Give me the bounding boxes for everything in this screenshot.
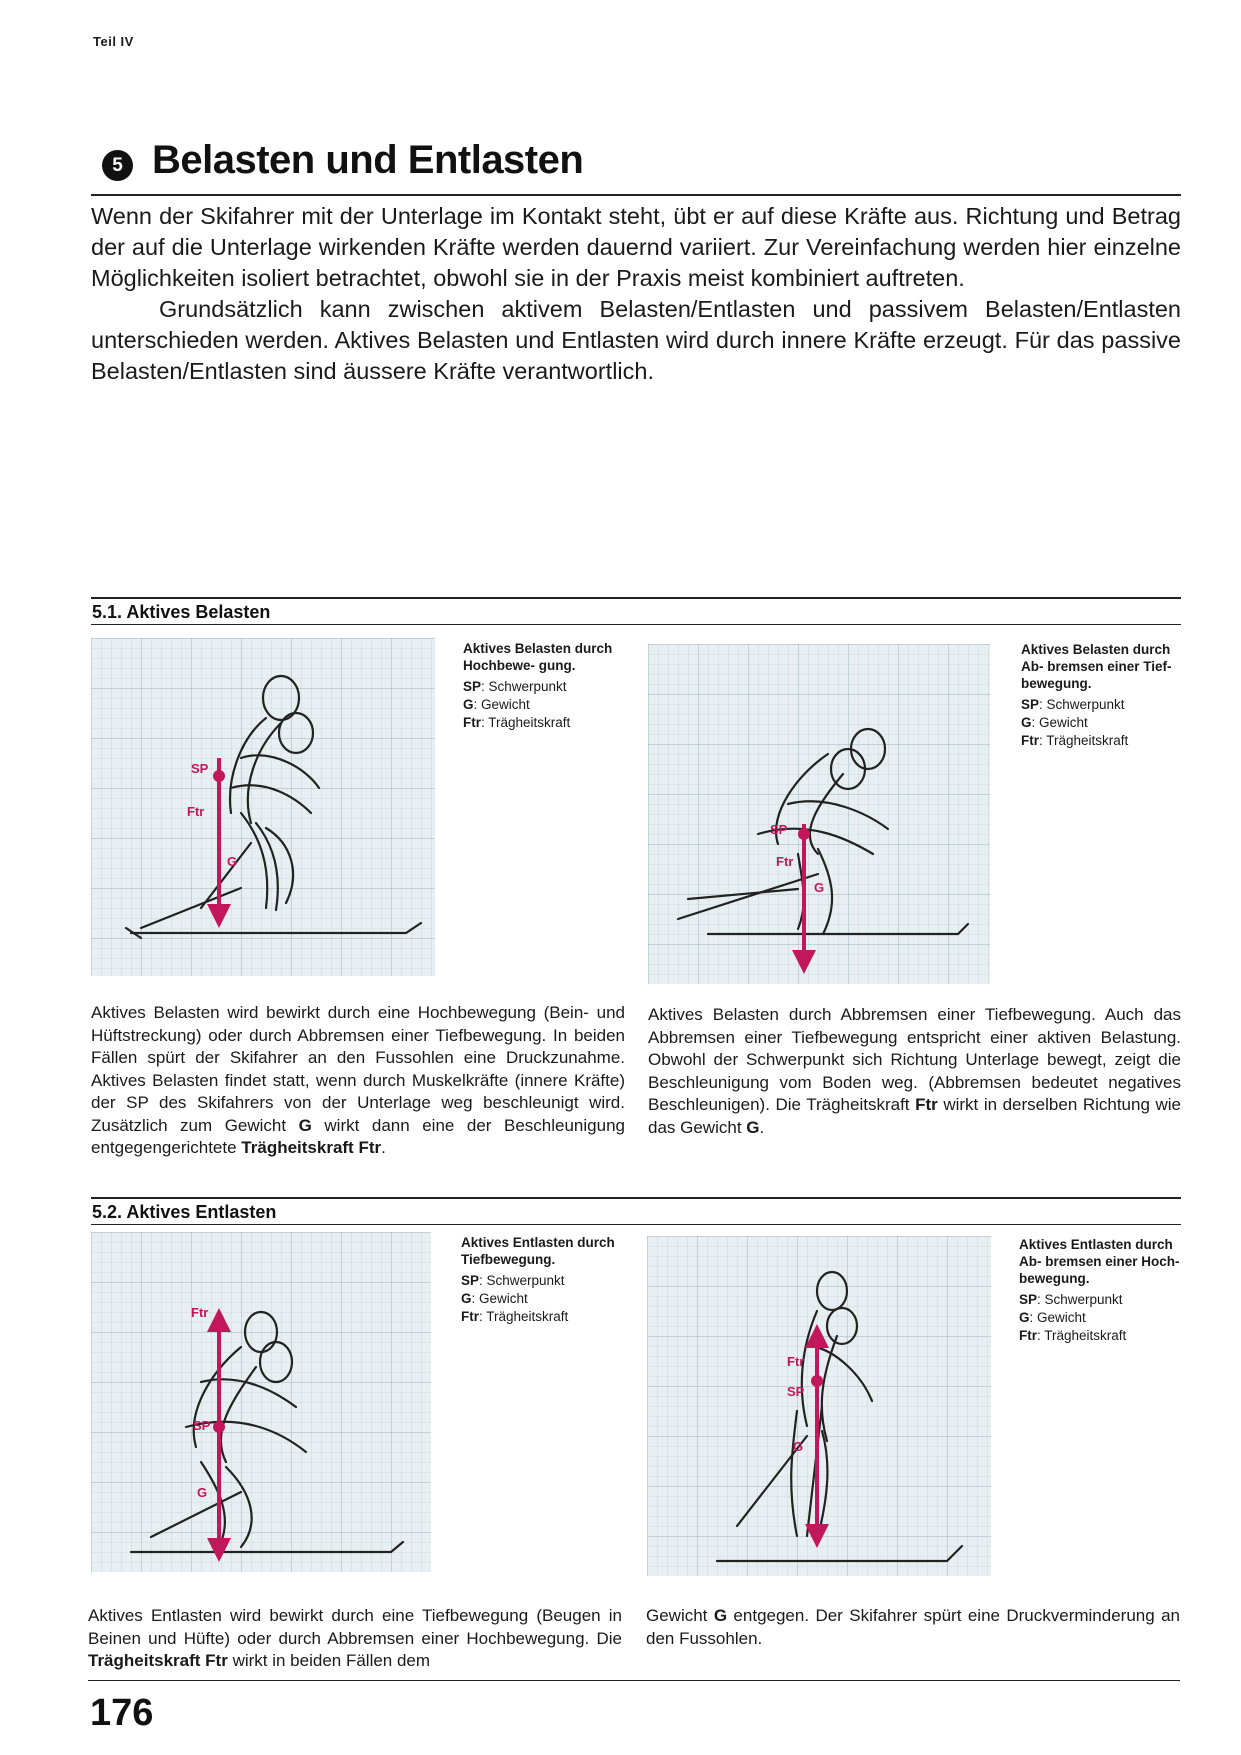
legend-label-ftr: : Trägheitskraft — [481, 715, 571, 730]
chapter-rule — [91, 194, 1181, 196]
figure-caption-block — [1021, 641, 1176, 750]
diagram-label-ftr: Ftr — [187, 804, 205, 819]
legend-key-g: G — [463, 697, 474, 712]
figure-active-loading-braking-down — [648, 644, 990, 984]
text-run: entgegen. Der Skifahrer spürt eine Druckverminderung an den Fussohlen. — [646, 1606, 1180, 1648]
diagram-label-sp: SP — [770, 822, 788, 837]
vector-g: G — [298, 1115, 312, 1135]
legend-key-sp: SP — [461, 1273, 480, 1288]
text-run: . — [759, 1117, 765, 1137]
text-run: wirkt dann eine der Beschleunigung entgegengerichtete — [91, 1115, 625, 1157]
vector-ftr: Ftr — [915, 1095, 938, 1114]
part-label: Teil IV — [93, 34, 134, 49]
figure-legend — [463, 678, 613, 732]
intro-text — [91, 201, 1181, 387]
section-rule-lower — [91, 624, 1181, 625]
legend-key-sp: SP — [1021, 697, 1040, 712]
legend-label-g: : Gewicht — [1029, 1310, 1086, 1325]
chapter-number-badge: 5 — [102, 150, 133, 181]
chapter-title: Belasten und Entlasten — [152, 138, 584, 182]
diagram-label-ftr: Ftr — [787, 1354, 805, 1369]
text-run: wirkt in derselben Richtung wie das Gewicht — [648, 1095, 1181, 1137]
figure-caption: Aktives Belasten durch Hochbewe- gung. — [463, 641, 613, 673]
legend-key-ftr: Ftr — [461, 1309, 479, 1324]
vector-g: G — [746, 1117, 760, 1137]
figure-caption: Aktives Belasten durch Ab- bremsen einer Tief- bewegung. — [1021, 642, 1172, 691]
legend-label-g: : Gewicht — [471, 1291, 528, 1306]
section-5-1-text-right — [648, 1004, 1181, 1139]
legend-key-g: G — [1019, 1310, 1030, 1325]
diagram-label-g: G — [197, 1485, 208, 1500]
legend-label-ftr: : Trägheitskraft — [479, 1309, 569, 1324]
legend-key-ftr: Ftr — [1021, 733, 1039, 748]
figure-caption: Aktives Entlasten durch Tiefbewegung. — [461, 1235, 615, 1267]
section-rule — [91, 1197, 1181, 1199]
center-of-mass-dot — [798, 828, 810, 840]
center-of-mass-dot — [213, 1421, 225, 1433]
figure-caption-block — [1019, 1236, 1181, 1345]
section-5-2-text-left — [88, 1605, 622, 1673]
figure-caption: Aktives Entlasten durch Ab- bremsen einer Hoch- bewegung. — [1019, 1237, 1180, 1286]
diagram-label-ftr: Ftr — [191, 1305, 209, 1320]
vector-ftr: Ftr — [358, 1138, 382, 1157]
emphasis-traegheitskraft: Trägheitskraft — [88, 1651, 201, 1670]
intro-paragraph-2: Grundsätzlich kann zwischen aktivem Belasten/Entlasten und passivem Belasten/Entlasten unterschieden werden. Aktives Belasten und Entlasten wird durch innere Kräfte erzeugt. Für das passive Belasten/Entlasten sind äussere Kräfte verantwortlich. — [91, 296, 1181, 384]
text-run: . — [381, 1138, 386, 1157]
legend-label-ftr: : Trägheitskraft — [1037, 1328, 1127, 1343]
legend-key-sp: SP — [463, 679, 482, 694]
section-5-1-text-left — [91, 1002, 625, 1160]
legend-key-sp: SP — [1019, 1292, 1038, 1307]
diagram-label-sp: SP — [193, 1418, 211, 1433]
section-title-5-2: 5.2. Aktives Entlasten — [92, 1202, 277, 1222]
legend-label-sp: : Schwerpunkt — [1037, 1292, 1123, 1307]
section-rule — [91, 597, 1181, 599]
emphasis-traegheitskraft: Trägheitskraft — [241, 1138, 354, 1157]
center-of-mass-dot — [213, 770, 225, 782]
footer-rule — [88, 1680, 1180, 1681]
diagram-label-ftr: Ftr — [776, 854, 794, 869]
figure-legend — [461, 1272, 631, 1326]
diagram-label-sp: SP — [787, 1384, 805, 1399]
legend-label-g: : Gewicht — [473, 697, 530, 712]
legend-label-sp: : Schwerpunkt — [479, 1273, 565, 1288]
vector-g: G — [713, 1606, 728, 1625]
vector-ftr: Ftr — [205, 1651, 228, 1670]
legend-label-ftr: : Trägheitskraft — [1039, 733, 1129, 748]
figure-active-loading-upward — [91, 638, 435, 976]
section-rule-lower — [91, 1224, 1181, 1225]
text-run: Gewicht — [646, 1606, 714, 1625]
legend-key-ftr: Ftr — [1019, 1328, 1037, 1343]
text-run: Aktives Entlasten wird bewirkt durch eine Tiefbewegung (Beugen in Beinen und Hüfte) oder durch Abbremsen einer Hochbewegung. Die — [88, 1606, 622, 1648]
diagram-label-sp: SP — [191, 761, 209, 776]
legend-label-g: : Gewicht — [1031, 715, 1088, 730]
legend-key-g: G — [1021, 715, 1032, 730]
legend-key-g: G — [461, 1291, 472, 1306]
legend-label-sp: : Schwerpunkt — [481, 679, 567, 694]
legend-label-sp: : Schwerpunkt — [1039, 697, 1125, 712]
diagram-label-g: G — [793, 1439, 804, 1454]
text-run: wirkt in beiden Fällen dem — [227, 1651, 431, 1670]
text-run: Aktives Belasten wird bewirkt durch eine Hochbewegung (Bein- und Hüftstreckung) oder durch Abbremsen einer Tiefbewegung. In beiden Fällen spürt der Skifahrer an den Fussohlen eine Druckzunahme. Aktives Belasten findet statt, wenn durch Muskelkräfte (innere Kräfte) der SP des Skifahrers von der Unterlage weg beschleunigt wird. Zusätzlich zum Gewicht — [91, 1003, 625, 1135]
intro-paragraph-1: Wenn der Skifahrer mit der Unterlage im Kontakt steht, übt er auf diese Kräfte aus. Richtung und Betrag der auf die Unterlage wirkenden Kräfte werden dauernd variiert. Zur Vereinfachung werden hier einzelne Möglichkeiten isoliert betrachtet, obwohl sie in der Praxis meist kombiniert auftreten. — [91, 203, 1181, 291]
legend-key-ftr: Ftr — [463, 715, 481, 730]
section-title-5-1: 5.1. Aktives Belasten — [92, 602, 271, 622]
figure-active-unloading-braking-up — [647, 1236, 991, 1576]
page-number: 176 — [90, 1692, 154, 1734]
figure-active-unloading-down — [91, 1232, 431, 1572]
center-of-mass-dot — [811, 1375, 823, 1387]
figure-legend — [1019, 1291, 1181, 1345]
figure-legend — [1021, 696, 1176, 750]
diagram-label-g: G — [227, 854, 238, 869]
text-run: Aktives Belasten durch Abbremsen einer Tiefbewegung. Auch das Abbremsen einer Tiefbewegung entspricht einer aktiven Belastung. Obwohl der Schwerpunkt sich Richtung Unterlage bewegt, zeigt die Beschleunigung vom Boden weg. (Abbremsen bedeutet negatives Beschleunigen). Die Trägheitskraft — [648, 1005, 1181, 1114]
section-5-2-text-right — [646, 1605, 1180, 1650]
diagram-label-g: G — [814, 880, 825, 895]
figure-caption-block — [461, 1234, 631, 1326]
figure-caption-block — [463, 640, 613, 732]
